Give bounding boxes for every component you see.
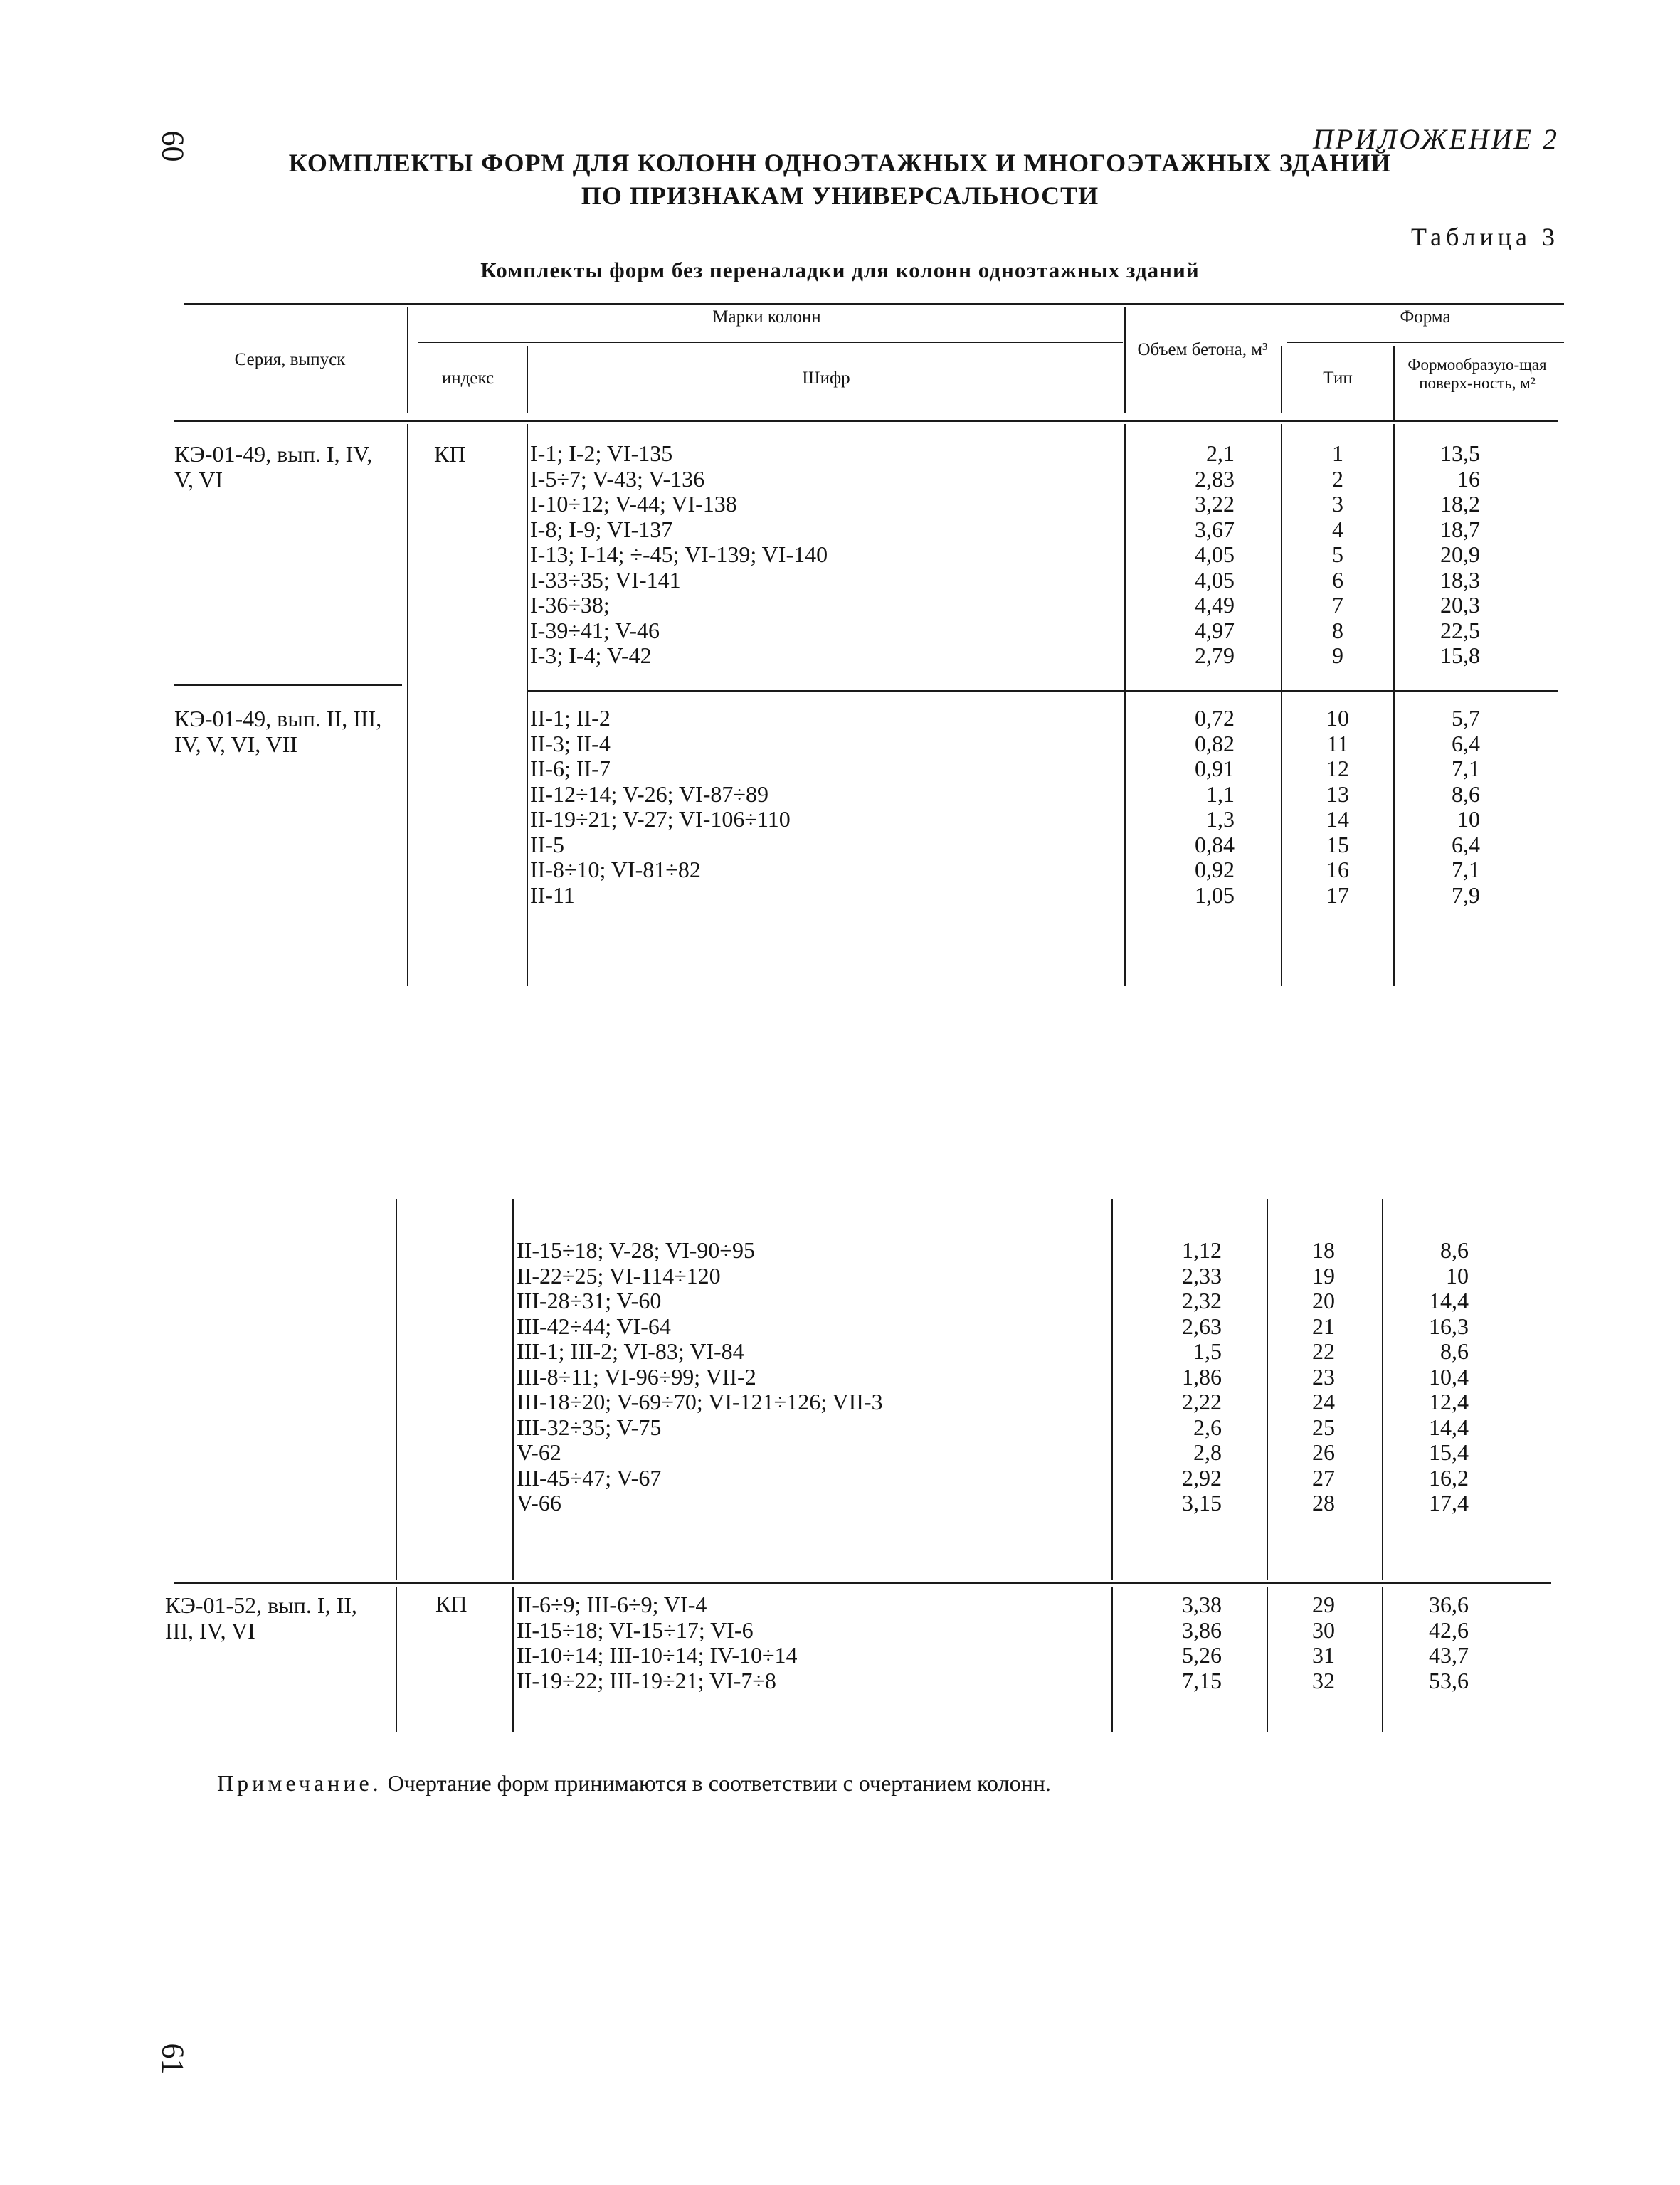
volume-cell: 4,05 [1195, 566, 1235, 593]
volume-cell: 2,92 [1182, 1464, 1222, 1491]
table-note [217, 1770, 1051, 1797]
header-cipher: Шифр [802, 369, 850, 388]
surface-cell: 12,4 [1429, 1389, 1469, 1414]
col-rule [1111, 1199, 1113, 1580]
cipher-column [517, 1592, 798, 1693]
surface-cell: 18,7 [1440, 516, 1480, 542]
surface-cell: 16 [1457, 465, 1480, 492]
cipher-cell: II-1; II-2 [530, 705, 611, 731]
col-rule [1382, 1587, 1383, 1732]
type-cell: 12 [1326, 756, 1349, 781]
volume-cell: 2,79 [1195, 642, 1235, 668]
volume-cell: 1,5 [1193, 1338, 1222, 1364]
cipher-cell: III-1; III-2; VI-83; VI-84 [517, 1338, 744, 1364]
col-rule [396, 1587, 397, 1732]
header-volume: Объем бетона, м³ [1137, 340, 1268, 359]
surface-column [1385, 1238, 1469, 1516]
surface-cell: 15,8 [1440, 642, 1480, 668]
surface-cell: 18,2 [1440, 491, 1480, 517]
volume-cell: 2,22 [1182, 1389, 1222, 1414]
volume-cell: 2,33 [1182, 1262, 1222, 1289]
col-rule [512, 1199, 514, 1580]
volume-cell: 3,22 [1195, 491, 1235, 517]
note-label: Примечание. [217, 1770, 382, 1796]
cipher-cell: II-3; II-4 [530, 730, 611, 756]
volume-cell: 0,84 [1195, 831, 1235, 857]
volume-cell: 4,05 [1195, 541, 1235, 567]
cipher-cell: III-45÷47; V-67 [517, 1464, 662, 1491]
volume-column [1126, 1592, 1222, 1693]
cipher-cell: II-15÷18; V-28; VI-90÷95 [517, 1237, 755, 1263]
type-cell: 19 [1312, 1262, 1335, 1289]
volume-cell: 2,63 [1182, 1313, 1222, 1339]
note-text: Очертание форм принимаются в соответствии с очертанием колонн. [387, 1770, 1051, 1796]
volume-cell: 0,72 [1195, 705, 1235, 731]
volume-cell: 5,26 [1182, 1642, 1222, 1668]
surface-cell: 16,3 [1429, 1313, 1469, 1339]
type-cell: 1 [1332, 440, 1343, 466]
col-rule [407, 424, 408, 986]
title-line-2: ПО ПРИЗНАКАМ УНИВЕРСАЛЬНОСТИ [581, 181, 1099, 210]
cipher-cell: III-42÷44; VI-64 [517, 1313, 671, 1339]
surface-cell: 20,9 [1440, 541, 1480, 567]
volume-cell: 4,97 [1195, 617, 1235, 643]
surface-cell: 14,4 [1429, 1288, 1469, 1313]
cipher-cell: I-3; I-4; V-42 [530, 642, 652, 668]
cipher-cell: I-33÷35; VI-141 [530, 566, 681, 593]
surface-cell: 18,3 [1440, 566, 1480, 593]
surface-cell: 8,6 [1440, 1237, 1469, 1263]
type-cell: 2 [1332, 465, 1343, 492]
volume-cell: 2,1 [1206, 440, 1235, 466]
type-cell: 11 [1326, 730, 1349, 756]
surface-cell: 10,4 [1429, 1363, 1469, 1390]
volume-cell: 2,6 [1193, 1414, 1222, 1440]
volume-cell: 2,32 [1182, 1288, 1222, 1313]
surface-cell: 17,4 [1429, 1490, 1469, 1515]
header-bottom-rule [174, 420, 1558, 422]
type-cell: 10 [1326, 705, 1349, 731]
cipher-cell: III-18÷20; V-69÷70; VI-121÷126; VII-3 [517, 1389, 883, 1414]
col-rule [1393, 346, 1395, 420]
type-cell: 31 [1312, 1642, 1335, 1668]
cipher-cell: II-19÷22; III-19÷21; VI-7÷8 [517, 1667, 776, 1693]
header-marks: Марки колонн [712, 307, 821, 327]
header-series: Серия, выпуск [234, 350, 346, 369]
table-caption: Комплекты форм без переналадки для колонн одноэтажных зданий [480, 258, 1200, 282]
surface-cell: 42,6 [1429, 1617, 1469, 1643]
type-cell: 8 [1332, 617, 1343, 643]
volume-cell: 0,92 [1195, 857, 1235, 882]
surface-cell: 22,5 [1440, 617, 1480, 643]
cipher-cell: II-8÷10; VI-81÷82 [530, 857, 701, 882]
surface-column [1396, 441, 1480, 669]
surface-cell: 7,1 [1452, 857, 1480, 882]
type-cell: 29 [1312, 1592, 1335, 1617]
cipher-cell: II-6; II-7 [530, 756, 611, 781]
table-number: Таблица 3 [1411, 223, 1559, 251]
surface-cell: 6,4 [1452, 831, 1480, 857]
type-cell: 23 [1312, 1363, 1335, 1390]
cipher-cell: II-6÷9; III-6÷9; VI-4 [517, 1592, 707, 1617]
col-rule [1382, 1199, 1383, 1580]
volume-column [1126, 1238, 1222, 1516]
col-rule [407, 307, 408, 413]
volume-column [1139, 706, 1235, 908]
surface-cell: 43,7 [1429, 1642, 1469, 1668]
index-cell: КП [434, 441, 466, 467]
series-cell: КЭ-01-49, вып. II, III, IV, V, VI, VII [174, 706, 382, 757]
table-top-rule [184, 303, 1564, 305]
group-separator-1b [527, 690, 1558, 692]
type-cell: 20 [1312, 1288, 1335, 1313]
surface-cell: 36,6 [1429, 1592, 1469, 1617]
type-cell: 22 [1312, 1338, 1335, 1364]
cipher-cell: I-36÷38; [530, 592, 610, 618]
type-cell: 14 [1326, 806, 1349, 832]
surface-cell: 7,1 [1452, 756, 1480, 781]
surface-cell: 15,4 [1429, 1439, 1469, 1465]
volume-cell: 3,15 [1182, 1490, 1222, 1515]
surface-cell: 5,7 [1452, 705, 1480, 731]
volume-cell: 3,67 [1195, 516, 1235, 542]
type-cell: 3 [1332, 491, 1343, 517]
type-cell: 18 [1312, 1237, 1335, 1263]
col-rule [512, 1587, 514, 1732]
type-cell: 7 [1332, 592, 1343, 618]
type-cell: 30 [1312, 1617, 1335, 1643]
title-line-1: КОМПЛЕКТЫ ФОРМ ДЛЯ КОЛОНН ОДНОЭТАЖНЫХ И МНОГОЭТАЖНЫХ ЗДАНИЙ [288, 149, 1392, 177]
page-number-bottom: 61 [155, 2043, 191, 2075]
col-rule [1111, 1587, 1113, 1732]
series-cell: КЭ-01-52, вып. I, II, III, IV, VI [165, 1592, 357, 1644]
header-type: Тип [1323, 369, 1353, 388]
surface-cell: 6,4 [1452, 730, 1480, 756]
volume-cell: 0,91 [1195, 756, 1235, 781]
cipher-cell: II-22÷25; VI-114÷120 [517, 1262, 721, 1289]
type-cell: 6 [1332, 566, 1343, 593]
surface-cell: 8,6 [1452, 781, 1480, 807]
type-cell: 16 [1326, 857, 1349, 882]
appendix-label: ПРИЛОЖЕНИЕ 2 [1313, 123, 1559, 155]
surface-cell: 8,6 [1440, 1338, 1469, 1364]
marks-header-rule [418, 342, 1123, 343]
cipher-cell: II-12÷14; V-26; VI-87÷89 [530, 781, 768, 807]
cipher-cell: V-62 [517, 1439, 561, 1465]
type-cell: 9 [1332, 642, 1343, 668]
cipher-cell: II-15÷18; VI-15÷17; VI-6 [517, 1617, 754, 1643]
cipher-cell: II-19÷21; V-27; VI-106÷110 [530, 806, 791, 832]
surface-cell: 14,4 [1429, 1414, 1469, 1440]
volume-cell: 2,83 [1195, 465, 1235, 492]
index-cell: КП [435, 1591, 467, 1617]
type-cell: 13 [1326, 781, 1349, 807]
col-rule [1124, 307, 1126, 413]
cipher-cell: II-5 [530, 831, 564, 857]
surface-cell: 10 [1446, 1262, 1469, 1289]
type-cell: 25 [1312, 1414, 1335, 1440]
type-cell: 17 [1326, 882, 1349, 908]
type-cell: 5 [1332, 541, 1343, 567]
volume-cell: 1,86 [1182, 1363, 1222, 1390]
volume-cell: 1,05 [1195, 882, 1235, 908]
surface-cell: 20,3 [1440, 592, 1480, 618]
volume-cell: 4,49 [1195, 592, 1235, 618]
header-form: Форма [1400, 307, 1451, 327]
header-surface: Формообразую-щая поверх-ность, м² [1407, 356, 1547, 392]
form-header-rule [1287, 342, 1564, 343]
surface-cell: 7,9 [1452, 882, 1480, 908]
cipher-cell: III-8÷11; VI-96÷99; VII-2 [517, 1363, 756, 1390]
cipher-column [517, 1238, 883, 1516]
volume-cell: 2,8 [1193, 1439, 1222, 1465]
type-cell: 28 [1312, 1490, 1335, 1515]
col-rule [1393, 424, 1395, 986]
type-cell: 21 [1312, 1313, 1335, 1339]
type-column [1268, 1238, 1379, 1516]
header-index: индекс [441, 369, 495, 388]
type-column [1268, 1592, 1379, 1693]
cipher-column [530, 441, 828, 669]
cipher-cell: III-28÷31; V-60 [517, 1288, 662, 1313]
cipher-cell: II-10÷14; III-10÷14; IV-10÷14 [517, 1642, 798, 1668]
cipher-cell: I-8; I-9; VI-137 [530, 516, 673, 542]
col-rule [1124, 424, 1126, 986]
type-column [1282, 441, 1393, 669]
cipher-cell: I-13; I-14; ÷-45; VI-139; VI-140 [530, 541, 828, 567]
col-rule [396, 1199, 397, 1580]
type-cell: 24 [1312, 1389, 1335, 1414]
volume-cell: 0,82 [1195, 730, 1235, 756]
type-cell: 27 [1312, 1464, 1335, 1491]
cipher-cell: I-39÷41; V-46 [530, 617, 660, 643]
page-number-top: 60 [155, 130, 191, 162]
cipher-cell: I-1; I-2; VI-135 [530, 440, 673, 466]
surface-column [1396, 706, 1480, 908]
cipher-cell: V-66 [517, 1490, 561, 1515]
surface-column [1385, 1592, 1469, 1693]
cipher-cell: II-11 [530, 882, 575, 908]
volume-cell: 3,38 [1182, 1592, 1222, 1617]
group-separator-1 [174, 684, 402, 686]
type-cell: 32 [1312, 1667, 1335, 1693]
surface-cell: 16,2 [1429, 1464, 1469, 1491]
volume-column [1139, 441, 1235, 669]
volume-cell: 1,12 [1182, 1237, 1222, 1263]
group-separator-2 [174, 1582, 1551, 1584]
volume-cell: 1,3 [1206, 806, 1235, 832]
volume-cell: 1,1 [1206, 781, 1235, 807]
type-cell: 26 [1312, 1439, 1335, 1465]
surface-cell: 13,5 [1440, 440, 1480, 466]
surface-cell: 10 [1457, 806, 1480, 832]
cipher-cell: I-5÷7; V-43; V-136 [530, 465, 705, 492]
volume-cell: 7,15 [1182, 1667, 1222, 1693]
type-cell: 15 [1326, 831, 1349, 857]
cipher-column [530, 706, 791, 908]
surface-cell: 53,6 [1429, 1667, 1469, 1693]
cipher-cell: I-10÷12; V-44; VI-138 [530, 491, 737, 517]
series-cell: КЭ-01-49, вып. I, IV, V, VI [174, 441, 373, 492]
volume-cell: 3,86 [1182, 1617, 1222, 1643]
cipher-cell: III-32÷35; V-75 [517, 1414, 662, 1440]
type-cell: 4 [1332, 516, 1343, 542]
type-column [1282, 706, 1393, 908]
col-rule [527, 424, 528, 986]
